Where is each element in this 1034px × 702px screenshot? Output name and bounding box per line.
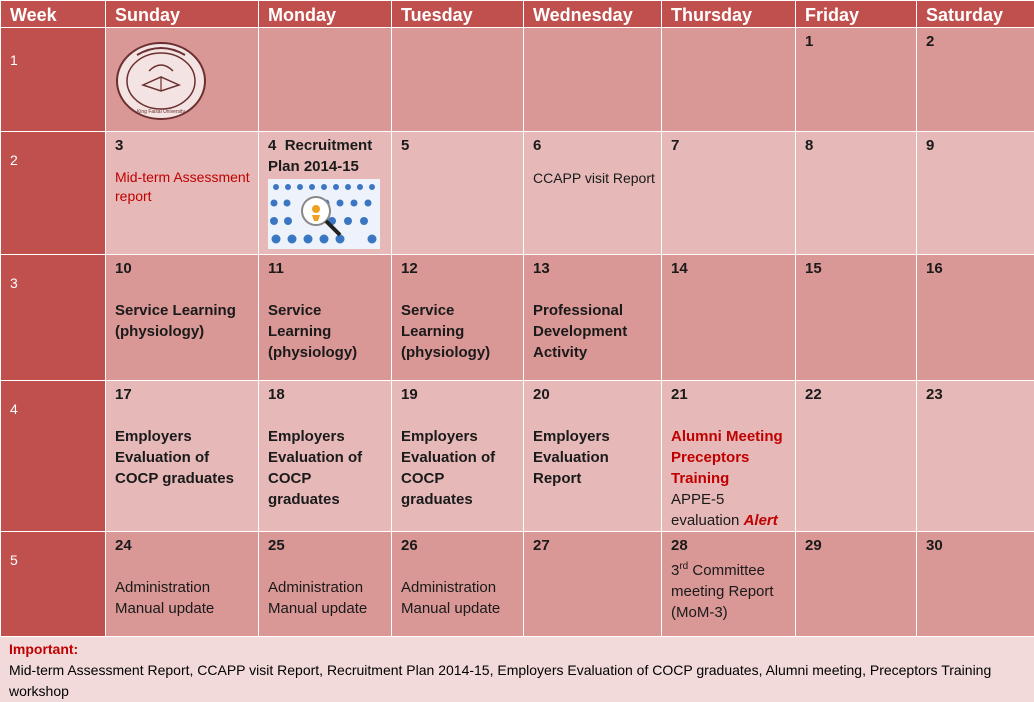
event-text: Service Learning (physiology) — [401, 300, 517, 363]
day-number: 3 — [115, 135, 252, 156]
important-footer — [0, 637, 1034, 698]
week-number: 4 — [1, 381, 106, 532]
day-number: 27 — [533, 535, 655, 556]
day-cell-thursday — [662, 132, 796, 255]
day-number: 22 — [805, 384, 910, 405]
header-row — [1, 1, 1034, 28]
event-text: CCAPP visit Report — [533, 168, 655, 189]
day-cell-tuesday — [392, 255, 524, 381]
event-text: APPE-5 evaluation — [671, 491, 744, 529]
day-cell-friday — [796, 28, 917, 132]
day-cell-monday — [259, 381, 392, 532]
day-cell-wednesday — [524, 532, 662, 637]
day-cell-saturday — [917, 532, 1034, 637]
day-number: 23 — [926, 384, 1028, 405]
university-logo — [115, 41, 207, 121]
recruitment-image — [268, 179, 380, 249]
day-cell-wednesday — [524, 255, 662, 381]
event-text: Employers Evaluation Report — [533, 426, 655, 489]
day-cell-friday — [796, 532, 917, 637]
event-text-alert: Alumni Meeting Preceptors Training — [671, 426, 789, 489]
event-text: Service Learning (physiology) — [268, 300, 385, 363]
day-number: 15 — [805, 258, 910, 279]
day-cell-tuesday — [392, 381, 524, 532]
day-cell-tuesday — [392, 132, 524, 255]
week-row-4 — [1, 381, 1034, 532]
day-number: 4 — [268, 137, 276, 154]
day-number: 16 — [926, 258, 1028, 279]
day-cell-saturday — [917, 381, 1034, 532]
event-text-ordinal: 3 — [671, 562, 679, 579]
day-number: 30 — [926, 535, 1028, 556]
day-number: 18 — [268, 384, 385, 405]
event-text: Professional Development Activity — [533, 300, 655, 363]
day-number: 26 — [401, 535, 517, 556]
day-number: 20 — [533, 384, 655, 405]
logo-text: King Faisal University — [137, 109, 186, 115]
day-cell-monday — [259, 532, 392, 637]
day-cell-thursday — [662, 532, 796, 637]
day-number: 13 — [533, 258, 655, 279]
day-number: 29 — [805, 535, 910, 556]
day-cell-saturday — [917, 28, 1034, 132]
event-text: Service Learning (physiology) — [115, 300, 252, 342]
day-number: 21 — [671, 384, 789, 405]
day-cell-friday — [796, 132, 917, 255]
week-number: 2 — [1, 132, 106, 255]
header-sunday: Sunday — [106, 1, 259, 28]
day-cell-empty — [524, 28, 662, 132]
day-number: 28 — [671, 535, 789, 556]
day-number: 17 — [115, 384, 252, 405]
day-cell-saturday — [917, 255, 1034, 381]
day-cell-empty — [662, 28, 796, 132]
day-cell-empty — [392, 28, 524, 132]
day-cell-friday — [796, 381, 917, 532]
week-number: 5 — [1, 532, 106, 637]
day-cell-sunday — [106, 381, 259, 532]
event-text: Recruitment Plan 2014-15 — [268, 137, 372, 175]
event-text: Administration Manual update — [401, 577, 517, 619]
day-number: 12 — [401, 258, 517, 279]
event-text: Mid-term Assessment report — [115, 168, 252, 206]
day-number: 11 — [268, 258, 385, 279]
footer-title: Important: — [9, 639, 1025, 660]
event-text: Employers Evaluation of COCP graduates — [401, 426, 517, 510]
week-row-1 — [1, 28, 1034, 132]
day-number: 25 — [268, 535, 385, 556]
header-wednesday: Wednesday — [524, 1, 662, 28]
header-tuesday: Tuesday — [392, 1, 524, 28]
event-text: Committee meeting Report (MoM-3) — [671, 562, 774, 621]
header-monday: Monday — [259, 1, 392, 28]
day-cell-wednesday — [524, 381, 662, 532]
day-cell-sunday — [106, 132, 259, 255]
footer-text: Mid-term Assessment Report, CCAPP visit Report, Recruitment Plan 2014-15, Employers Evaluation of COCP graduates, Alumni meeting, Preceptors Training workshop — [9, 660, 1025, 702]
ordinal-suffix: rd — [679, 561, 688, 572]
header-week: Week — [1, 1, 106, 28]
week-row-5 — [1, 532, 1034, 637]
day-cell-sunday — [106, 255, 259, 381]
day-number: 2 — [926, 33, 934, 50]
day-cell-logo — [106, 28, 259, 132]
header-friday: Friday — [796, 1, 917, 28]
day-number: 19 — [401, 384, 517, 405]
day-cell-monday — [259, 132, 392, 255]
day-number: 14 — [671, 258, 789, 279]
day-cell-tuesday — [392, 532, 524, 637]
week-number: 1 — [1, 28, 106, 132]
day-cell-empty — [259, 28, 392, 132]
day-number: 5 — [401, 135, 517, 156]
week-number: 3 — [1, 255, 106, 381]
day-cell-monday — [259, 255, 392, 381]
week-row-2 — [1, 132, 1034, 255]
day-cell-friday — [796, 255, 917, 381]
header-thursday: Thursday — [662, 1, 796, 28]
day-cell-sunday — [106, 532, 259, 637]
day-number: 10 — [115, 258, 252, 279]
day-cell-thursday — [662, 255, 796, 381]
header-saturday: Saturday — [917, 1, 1034, 28]
event-text: Employers Evaluation of COCP graduates — [115, 426, 252, 489]
day-cell-saturday — [917, 132, 1034, 255]
day-number: 8 — [805, 135, 910, 156]
day-cell-wednesday — [524, 132, 662, 255]
day-number: 24 — [115, 535, 252, 556]
day-cell-thursday — [662, 381, 796, 532]
alert-label: Alert — [744, 512, 778, 529]
day-number: 9 — [926, 135, 1028, 156]
week-row-3 — [1, 255, 1034, 381]
day-number: 7 — [671, 135, 789, 156]
event-text: Administration Manual update — [268, 577, 385, 619]
day-number: 1 — [805, 33, 813, 50]
event-text: Employers Evaluation of COCP graduates — [268, 426, 385, 510]
event-text: Administration Manual update — [115, 577, 252, 619]
day-number: 6 — [533, 135, 655, 156]
